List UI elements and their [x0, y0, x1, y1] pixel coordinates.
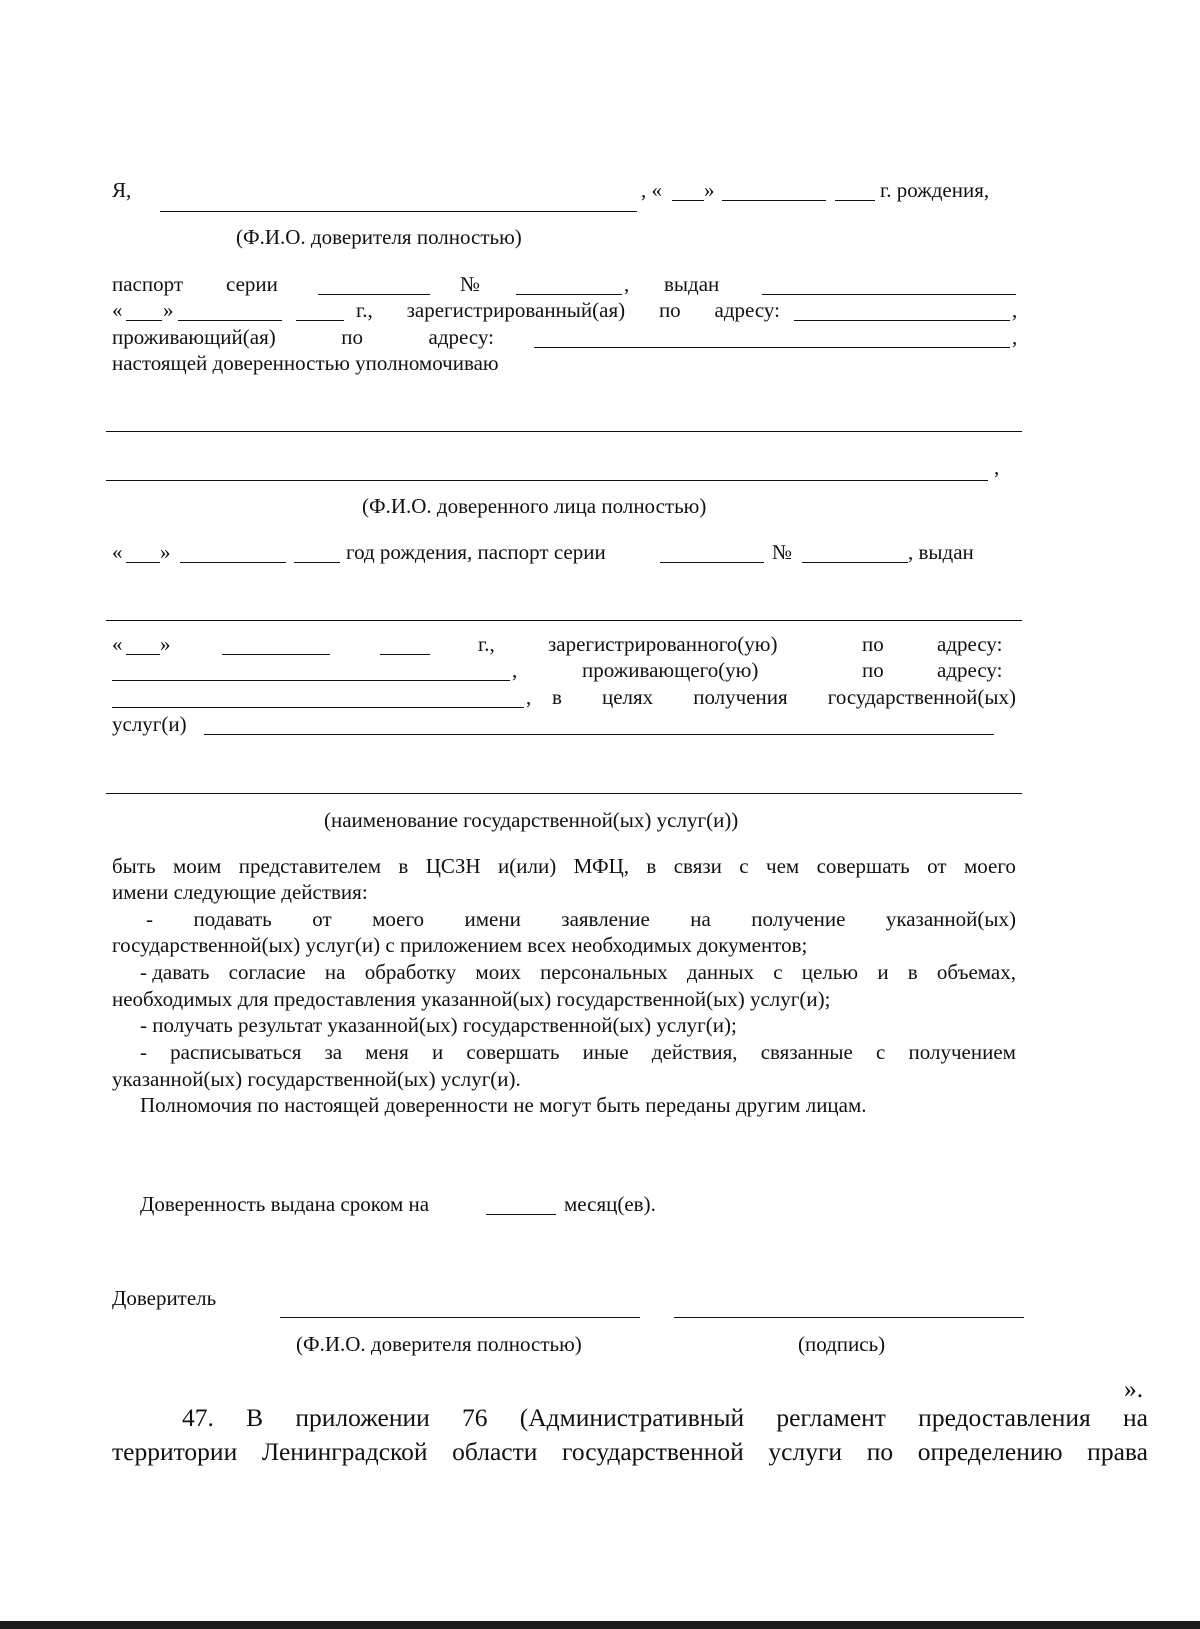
p1-word: связи: [673, 854, 722, 878]
passport-living-address-field[interactable]: [534, 347, 1010, 348]
services-field-2[interactable]: [106, 793, 1022, 794]
agent-passport-number-field[interactable]: [802, 562, 908, 563]
body-p2-line1: [146, 907, 1016, 931]
body-p1-line1: [112, 854, 1016, 878]
p2-word: заявление: [561, 907, 650, 931]
term-months-field[interactable]: [486, 1214, 556, 1215]
item-word: предоставления: [918, 1403, 1091, 1432]
passport-living-address: адресу:: [428, 325, 494, 349]
passport-series-word: серии: [226, 272, 278, 296]
agent-birth-year-field[interactable]: [294, 562, 340, 563]
passport-word: паспорт: [112, 272, 184, 296]
agent-issued-by-field[interactable]: [106, 620, 1022, 621]
agent-reg-address-field[interactable]: [112, 680, 510, 681]
signature-fio-field[interactable]: [280, 1317, 640, 1318]
item-word: услуги: [768, 1437, 843, 1466]
p3-word: объемах,: [936, 960, 1016, 984]
p5-word: совершать: [466, 1040, 560, 1064]
p1-word: моего: [963, 854, 1016, 878]
item-word: 47.: [182, 1403, 214, 1432]
agent-reg-at: по: [862, 632, 884, 656]
item-word: В: [246, 1403, 264, 1432]
term-after: месяц(ев).: [564, 1192, 656, 1216]
signature-fio-caption: (Ф.И.О. доверителя полностью): [296, 1332, 582, 1356]
p1-word: совершать: [816, 854, 910, 878]
body-p4: - получать результат указанной(ых) государственной(ых) услуг(и);: [140, 1013, 737, 1037]
passport-number-sign: №: [460, 272, 481, 296]
term-before: Доверенность выдана сроком на: [140, 1192, 430, 1216]
passport-issued-label: выдан: [664, 272, 720, 296]
agent-reg-comma: ,: [512, 658, 518, 682]
agent-fio-field-2[interactable]: [106, 480, 988, 481]
agent-issued-label: , выдан: [908, 540, 974, 564]
p1-word: и(или): [498, 854, 557, 878]
agent-fio-comma: ,: [994, 455, 1000, 479]
p3-word: - давать: [140, 960, 210, 984]
services-field-1[interactable]: [204, 734, 994, 735]
p1-word: с: [739, 854, 749, 878]
p2-word: -: [146, 907, 153, 931]
p1-word: чем: [766, 854, 800, 878]
p3-word: данных: [686, 960, 755, 984]
p3-word: моих: [475, 960, 521, 984]
passport-issued-by-field[interactable]: [762, 294, 1016, 295]
passport-at-word: по: [658, 298, 681, 322]
agent-purpose-row: [552, 685, 1016, 709]
body-p5-line1: [140, 1040, 1016, 1064]
p5-word: за: [324, 1040, 343, 1064]
agent-issue-date-open: «: [112, 632, 123, 656]
scan-edge-bar: [0, 1621, 1200, 1629]
p2-word: указанной(ых): [885, 907, 1016, 931]
agent-fio-field-1[interactable]: [106, 431, 1022, 432]
body-p5-line2: указанной(ых) государственной(ых) услуг(и).: [112, 1067, 521, 1091]
passport-address-word: адресу:: [714, 298, 780, 322]
agent-living-comma: ,: [526, 685, 532, 709]
passport-issue-year-field[interactable]: [296, 320, 344, 321]
agent-issue-day-field[interactable]: [126, 654, 160, 655]
passport-number-field[interactable]: [516, 294, 622, 295]
item-word: области: [452, 1437, 538, 1466]
p5-word: и: [431, 1040, 444, 1064]
closing-quote: ».: [1124, 1374, 1144, 1403]
agent-living-address-word: адресу:: [937, 658, 1003, 682]
passport-reg-comma: ,: [1012, 298, 1018, 322]
p2-word: на: [690, 907, 711, 931]
agent-date-open: «: [112, 540, 123, 564]
item-word: приложении: [295, 1403, 430, 1432]
signature-sign-caption: (подпись): [798, 1332, 886, 1356]
p2-word: подавать: [193, 907, 272, 931]
item-word: территории: [112, 1437, 238, 1466]
p5-word: -: [140, 1040, 147, 1064]
principal-fio-caption: (Ф.И.О. доверителя полностью): [236, 225, 522, 249]
body-p3-line1: [140, 960, 1016, 984]
p3-word: персональных: [540, 960, 668, 984]
agent-purpose-word-3: получения: [693, 685, 788, 709]
p1-word: быть: [112, 854, 156, 878]
passport-living-comma: ,: [1012, 325, 1018, 349]
body-p3-line2: необходимых для предоставления указанной(ых) государственной(ых) услуг(и);: [112, 987, 831, 1011]
agent-birth-passport-label: год рождения, паспорт серии: [346, 540, 606, 564]
principal-birth-day-field[interactable]: [672, 200, 704, 201]
p1-word: моим: [172, 854, 222, 878]
p3-word: на: [324, 960, 346, 984]
agent-purpose-word-1: в: [552, 685, 562, 709]
passport-series-field[interactable]: [318, 294, 430, 295]
passport-comma: ,: [624, 272, 630, 296]
agent-issue-date-close: »: [160, 632, 171, 656]
principal-birth-year-field[interactable]: [835, 200, 875, 201]
passport-living-label: проживающий(ая): [112, 325, 276, 349]
item-word: 76: [462, 1403, 488, 1432]
signature-label: Доверитель: [112, 1286, 217, 1310]
p5-word: с: [876, 1040, 886, 1064]
authorize-text: настоящей доверенностью уполномочиваю: [112, 351, 499, 375]
passport-living-row: [112, 325, 494, 349]
p2-word: моего: [372, 907, 425, 931]
passport-date-close: »: [163, 298, 174, 322]
p5-word: иные: [582, 1040, 629, 1064]
footer-item-line2: [112, 1437, 1148, 1467]
body-p6: Полномочия по настоящей доверенности не могут быть переданы другим лицам.: [140, 1093, 867, 1117]
agent-purpose-word-4: государственной(ых): [827, 685, 1016, 709]
services-label: услуг(и): [112, 712, 187, 736]
p1-word: МФЦ,: [573, 854, 629, 878]
item-word: Ленинградской: [261, 1437, 428, 1466]
item-word: (Административный: [519, 1403, 745, 1432]
body-p2-line2: государственной(ых) услуг(и) с приложением всех необходимых документов;: [112, 933, 808, 957]
footer-item-line1: [182, 1403, 1148, 1433]
passport-issue-month-field[interactable]: [178, 320, 282, 321]
services-caption: (наименование государственной(ых) услуг(и)): [324, 808, 739, 832]
principal-open-quote: , «: [641, 178, 662, 202]
agent-living-at: по: [862, 658, 884, 682]
agent-registered-label: зарегистрированного(ую): [548, 632, 778, 656]
passport-date-open: «: [112, 298, 123, 322]
p2-word: имени: [464, 907, 521, 931]
p3-word: в: [907, 960, 918, 984]
p1-word: от: [927, 854, 947, 878]
p3-word: целью: [801, 960, 859, 984]
agent-birth-day-field[interactable]: [126, 562, 160, 563]
passport-year-reg: г.,: [356, 298, 373, 322]
p3-word: согласие: [228, 960, 306, 984]
agent-reg-address-word: адресу:: [937, 632, 1003, 656]
p3-word: и: [877, 960, 889, 984]
p3-word: с: [773, 960, 783, 984]
agent-issue-year-field[interactable]: [380, 654, 430, 655]
passport-registered-row: [356, 298, 780, 322]
agent-passport-series-field[interactable]: [660, 562, 764, 563]
p1-word: ЦСЗН: [425, 854, 481, 878]
p2-word: от: [312, 907, 332, 931]
p1-word: в: [398, 854, 409, 878]
p5-word: связанные: [760, 1040, 853, 1064]
p5-word: расписываться: [170, 1040, 302, 1064]
agent-fio-caption: (Ф.И.О. доверенного лица полностью): [362, 494, 707, 518]
principal-year-born-label: г. рождения,: [880, 178, 990, 202]
agent-living-label: проживающего(ую): [582, 658, 759, 682]
passport-reg-address-field[interactable]: [794, 320, 1010, 321]
p5-word: меня: [365, 1040, 409, 1064]
agent-issue-month-field[interactable]: [222, 654, 330, 655]
signature-sign-field[interactable]: [674, 1317, 1024, 1318]
passport-issue-day-field[interactable]: [126, 320, 162, 321]
agent-living-address-field[interactable]: [112, 707, 524, 708]
p3-word: обработку: [364, 960, 457, 984]
p5-word: получением: [908, 1040, 1016, 1064]
p1-word: в: [646, 854, 657, 878]
passport-living-at: по: [341, 325, 364, 349]
agent-date-close: »: [160, 540, 171, 564]
item-word: государственной: [562, 1437, 744, 1466]
principal-ya: Я,: [112, 178, 132, 202]
passport-registered-label: зарегистрированный(ая): [406, 298, 626, 322]
agent-purpose-word-2: целях: [601, 685, 654, 709]
item-word: определению: [917, 1437, 1063, 1466]
p1-word: представителем: [238, 854, 381, 878]
principal-close-quote: »: [704, 178, 715, 202]
item-word: на: [1123, 1403, 1148, 1432]
p2-word: получение: [751, 907, 846, 931]
item-word: права: [1087, 1437, 1148, 1466]
item-word: регламент: [776, 1403, 886, 1432]
item-word: по: [866, 1437, 894, 1466]
principal-birth-month-field[interactable]: [722, 200, 826, 201]
body-p1-line2: имени следующие действия:: [112, 880, 368, 904]
p5-word: действия,: [651, 1040, 738, 1064]
agent-number-sign: №: [772, 540, 793, 564]
agent-birth-month-field[interactable]: [180, 562, 286, 563]
principal-fio-field[interactable]: [160, 211, 637, 212]
agent-year-reg: г.,: [478, 632, 495, 656]
